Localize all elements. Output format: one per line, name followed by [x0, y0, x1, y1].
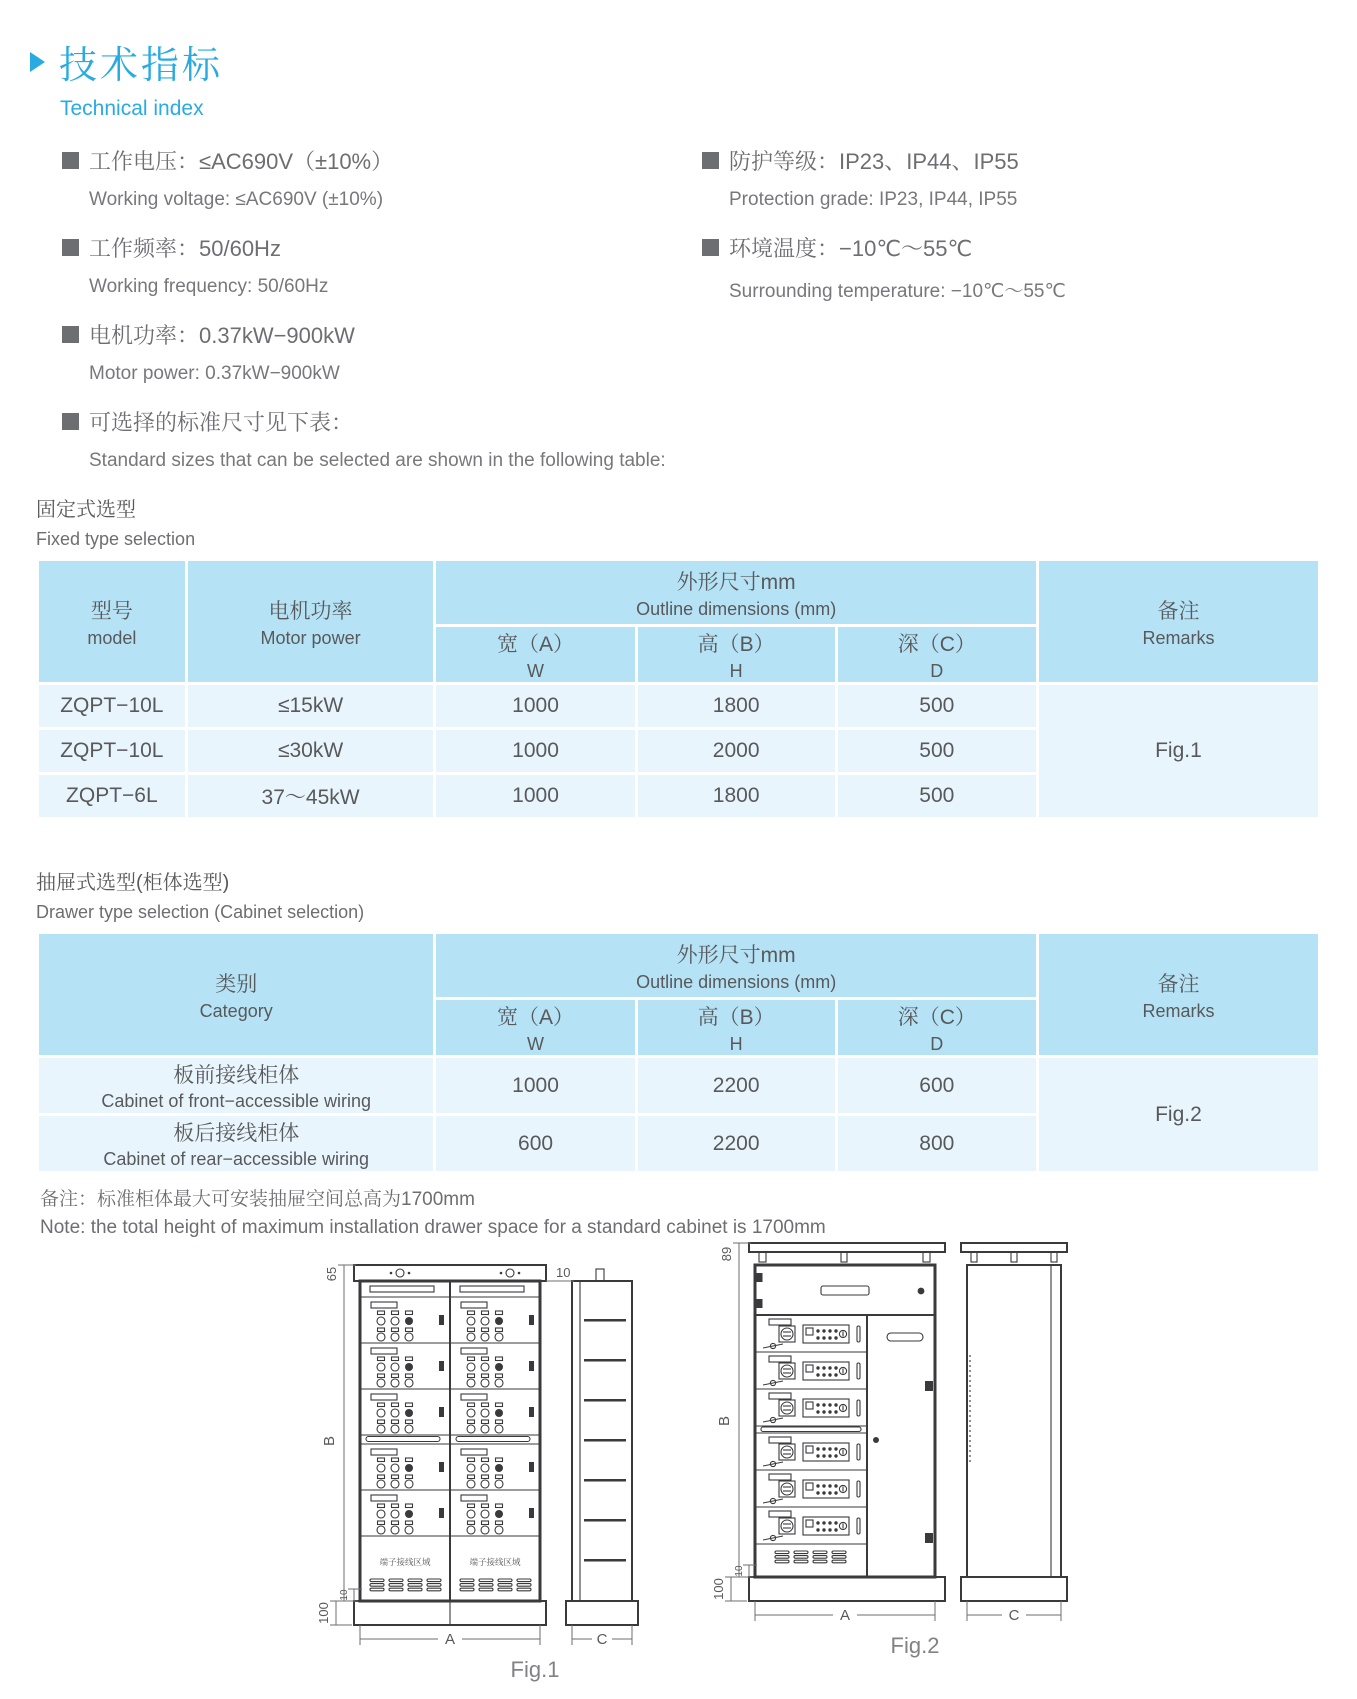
- drawer-col-width: 宽（A） W: [435, 999, 636, 1057]
- dim-label-10: 10: [339, 1589, 350, 1601]
- section-arrow-icon: [30, 52, 45, 72]
- spec-zh: 可选择的标准尺寸见下表：: [89, 410, 354, 435]
- cell-width: 1000: [435, 774, 636, 819]
- cell-width: 1000: [435, 729, 636, 774]
- spec-en: Working frequency: 50/60Hz: [89, 276, 329, 297]
- drawer-section-title-en: Drawer type selection (Cabinet selection): [36, 902, 365, 922]
- cell-power: ≤15kW: [186, 684, 435, 729]
- spec-column-left: [62, 145, 702, 493]
- table-row: [38, 1057, 1320, 1115]
- dim-label-A: A: [444, 1631, 456, 1649]
- spec-list: [62, 145, 1357, 493]
- fixed-section-title-zh: 固定式选型: [36, 499, 136, 521]
- cell-depth: 500: [836, 774, 1037, 819]
- spec-item-working-voltage: [62, 145, 702, 211]
- spec-en: Standard sizes that can be selected are shown in the following table:: [89, 450, 666, 471]
- bullet-square-icon: [702, 239, 719, 256]
- dim-label-100: 100: [316, 1602, 331, 1624]
- dim-label-100: 100: [711, 1578, 726, 1600]
- bullet-square-icon: [702, 152, 719, 169]
- fixed-table: [36, 558, 1321, 820]
- drawer-col-height: 高（B） H: [636, 999, 836, 1057]
- fixed-header-row-1: [38, 560, 1320, 626]
- cell-height: 1800: [636, 684, 836, 729]
- drawer-col-remarks: 备注 Remarks: [1037, 933, 1319, 1057]
- page-subtitle: Technical index: [60, 97, 204, 120]
- fig1-side-view: [566, 1269, 638, 1625]
- cell-width: 600: [435, 1115, 636, 1173]
- spec-zh: 防护等级：IP23、IP44、IP55: [729, 149, 1019, 174]
- cell-width: 1000: [435, 1057, 636, 1115]
- bullet-square-icon: [62, 239, 79, 256]
- dim-label-10: 10: [734, 1565, 745, 1577]
- cell-height: 2000: [636, 729, 836, 774]
- fig2-front-view: [749, 1243, 945, 1601]
- spec-en: Working voltage: ≤AC690V (±10%): [89, 189, 384, 210]
- spec-en: Motor power: 0.37kW−900kW: [89, 363, 340, 384]
- dim-label-B: B: [321, 1436, 338, 1447]
- cell-height: 2200: [636, 1057, 836, 1115]
- dim-label-A: A: [839, 1607, 851, 1625]
- fig1-drawing: [300, 1257, 680, 1687]
- spec-item-surrounding-temperature: [702, 232, 1066, 303]
- bullet-square-icon: [62, 413, 79, 430]
- table-note-zh: 备注：标准柜体最大可安装抽屉空间总高为1700mm: [40, 1189, 475, 1210]
- cell-depth: 500: [836, 729, 1037, 774]
- spec-zh: 工作电压：≤AC690V（±10%）: [89, 149, 394, 174]
- spec-zh: 环境温度：−10℃～55℃: [729, 236, 973, 261]
- fixed-col-power: 电机功率 Motor power: [186, 560, 435, 684]
- cell-model: ZQPT−10L: [38, 684, 187, 729]
- spec-item-protection-grade: [702, 145, 1066, 211]
- drawer-section-title-zh: 抽屉式选型(柜体选型): [36, 872, 230, 894]
- fixed-col-dimensions: 外形尺寸mm Outline dimensions (mm): [435, 560, 1038, 626]
- cell-model: ZQPT−6L: [38, 774, 187, 819]
- spec-item-working-frequency: [62, 232, 702, 298]
- fixed-col-model: 型号 model: [38, 560, 187, 684]
- dim-label-C: C: [596, 1631, 608, 1649]
- bullet-square-icon: [62, 152, 79, 169]
- fig1-caption: Fig.1: [510, 1657, 560, 1683]
- dim-label-89: 89: [719, 1246, 734, 1262]
- cell-height: 2200: [636, 1115, 836, 1173]
- fixed-col-width: 宽（A） W: [435, 626, 636, 684]
- cell-height: 1800: [636, 774, 836, 819]
- fixed-section-title-en: Fixed type selection: [36, 529, 196, 549]
- page-header: [0, 0, 1357, 121]
- cell-power: ≤30kW: [186, 729, 435, 774]
- cell-remarks: Fig.1: [1037, 684, 1319, 819]
- cell-category: 板后接线柜体 Cabinet of rear−accessible wiring: [38, 1115, 435, 1173]
- figures: [0, 1227, 1357, 1699]
- dim-label-65: 65: [324, 1266, 339, 1282]
- terminal-area-label: 端子接线区域: [469, 1557, 521, 1568]
- dim-label-lip-10: 10: [556, 1265, 571, 1281]
- fixed-col-height: 高（B） H: [636, 626, 836, 684]
- drawer-col-depth: 深（C） D: [836, 999, 1037, 1057]
- spec-item-motor-power: [62, 319, 702, 385]
- spec-en: Surrounding temperature: −10℃～55℃: [729, 281, 1066, 302]
- fig2-caption: Fig.2: [890, 1633, 940, 1659]
- drawer-header-row-1: [38, 933, 1320, 999]
- cell-width: 1000: [435, 684, 636, 729]
- cell-depth: 600: [836, 1057, 1037, 1115]
- page-title: 技术指标: [59, 45, 224, 87]
- fig2-drawing: [695, 1235, 1085, 1665]
- cell-remarks: Fig.2: [1037, 1057, 1319, 1173]
- drawer-col-dimensions: 外形尺寸mm Outline dimensions (mm): [435, 933, 1038, 999]
- spec-zh: 电机功率：0.37kW−900kW: [89, 323, 355, 348]
- fig2-side-view: [961, 1243, 1067, 1601]
- fixed-col-depth: 深（C） D: [836, 626, 1037, 684]
- cell-depth: 500: [836, 684, 1037, 729]
- spec-column-right: [702, 145, 1066, 493]
- dim-label-C: C: [1008, 1607, 1020, 1625]
- fixed-col-remarks: 备注 Remarks: [1037, 560, 1319, 684]
- drawer-col-category: 类别 Category: [38, 933, 435, 1057]
- spec-item-standard-sizes: [62, 406, 702, 472]
- bullet-square-icon: [62, 326, 79, 343]
- table-row: [38, 684, 1320, 729]
- cell-power: 37～45kW: [186, 774, 435, 819]
- spec-zh: 工作频率：50/60Hz: [89, 236, 281, 261]
- fixed-section-title: [36, 493, 1357, 550]
- drawer-table: [36, 931, 1321, 1174]
- spec-en: Protection grade: IP23, IP44, IP55: [729, 189, 1018, 210]
- fig1-front-view: [354, 1265, 546, 1625]
- drawer-section-title: [36, 866, 1357, 923]
- cell-model: ZQPT−10L: [38, 729, 187, 774]
- cell-category: 板前接线柜体 Cabinet of front−accessible wiring: [38, 1057, 435, 1115]
- table-note-en: Note: the total height of maximum installation drawer space for a standard cabinet is 1700mm: [40, 1216, 826, 1238]
- cell-depth: 800: [836, 1115, 1037, 1173]
- terminal-area-label: 端子接线区域: [379, 1557, 431, 1568]
- dim-label-B: B: [716, 1416, 733, 1427]
